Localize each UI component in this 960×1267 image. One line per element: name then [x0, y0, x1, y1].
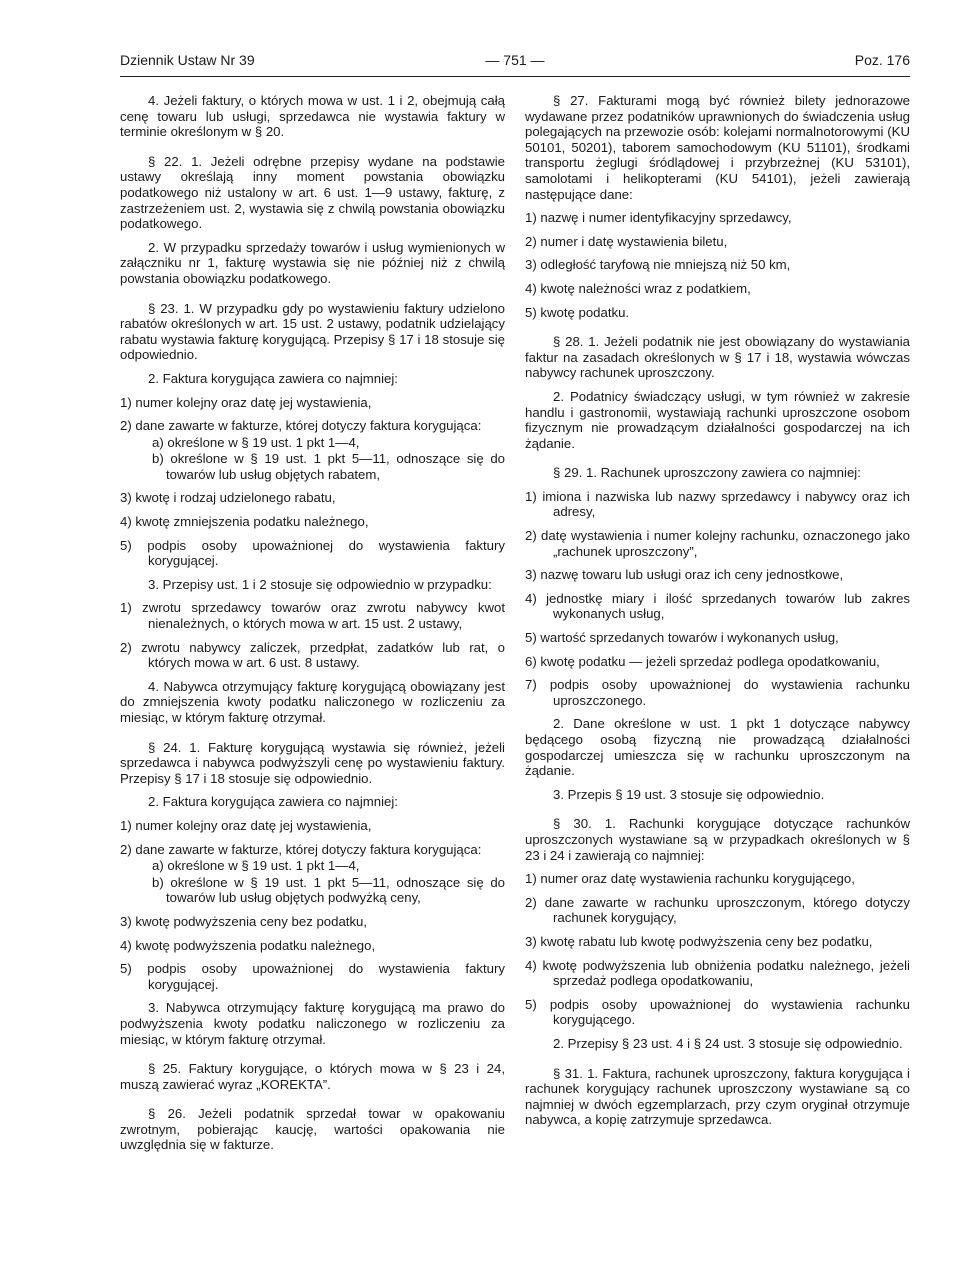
- list-item: 1) imiona i nazwiska lub nazwy sprzedawcy i nabywcy oraz ich adresy,: [525, 488, 910, 520]
- paragraph: 2. Faktura korygująca zawiera co najmniej:: [148, 794, 398, 810]
- paragraph: § 24. 1. Fakturę korygującą wystawia się również, jeżeli sprzedawca i nabywca podwyższyli cenę po wystawieniu faktury. Przepisy § 17 i 18 stosuje się odpowiednio.: [120, 739, 505, 786]
- list-item: 3) kwotę podwyższenia ceny bez podatku,: [120, 913, 368, 929]
- list-item: 6) kwotę podatku — jeżeli sprzedaż podlega opodatkowaniu,: [525, 653, 880, 669]
- right-column: [525, 93, 910, 1136]
- list-item: 1) numer kolejny oraz datę jej wystawienia,: [120, 817, 372, 833]
- list-item: 2) numer i datę wystawienia biletu,: [525, 233, 728, 249]
- list-item: 4) kwotę należności wraz z podatkiem,: [525, 280, 751, 296]
- list-item: 5) kwotę podatku.: [525, 304, 630, 320]
- list-item: 2) dane zawarte w rachunku uproszczonym, którego dotyczy rachunek korygujący,: [525, 894, 910, 926]
- list-item: 3) odległość taryfową nie mniejszą niż 50 km,: [525, 257, 791, 273]
- paragraph: § 29. 1. Rachunek uproszczony zawiera co najmniej:: [553, 465, 861, 481]
- paragraph: § 31. 1. Faktura, rachunek uproszczony, faktura korygująca i rachunek korygujący rachunek uproszczony wystawiane są co najmniej w dwóch egzemplarzach, przy czym oryginał otrzymuje nabywca, a kopię zatrzymuje sprzedawca.: [525, 1065, 910, 1128]
- paragraph: 2. Podatnicy świadczący usługi, w tym również w zakresie handlu i gastronomii, wystawiają rachunki uproszczone osobom fizycznym nie prowadzącym działalności gospodarczej na ich żądanie.: [525, 388, 910, 451]
- page-number: — 751 —: [485, 52, 545, 68]
- paragraph: § 25. Faktury korygujące, o których mowa w § 23 i 24, muszą zawierać wyraz „KOREKTA”.: [120, 1061, 505, 1092]
- paragraph: 3. Przepisy ust. 1 i 2 stosuje się odpowiednio w przypadku:: [148, 576, 492, 592]
- list-item: 3) kwotę rabatu lub kwotę podwyższenia ceny bez podatku,: [525, 933, 873, 949]
- list-item: 2) datę wystawienia i numer kolejny rachunku, oznaczonego jako „rachunek uproszczony”,: [525, 528, 910, 559]
- list-item: 2) dane zawarte w fakturze, której dotyczy faktura korygująca:: [120, 418, 482, 434]
- list-item: 7) podpis osoby upoważnionej do wystawienia rachunku uproszczonego.: [525, 677, 910, 708]
- list-item: 2) dane zawarte w fakturze, której dotyczy faktura korygująca:: [120, 841, 482, 857]
- list-item: 3) nazwę towaru lub usługi oraz ich ceny jednostkowe,: [525, 567, 844, 583]
- header-rule: [120, 76, 910, 77]
- list-item: 4) kwotę podwyższenia lub obniżenia podatku należnego, jeżeli sprzedaż podlega opodatkowaniu,: [525, 957, 910, 989]
- paragraph: § 22. 1. Jeżeli odrębne przepisy wydane na podstawie ustawy określają inny moment powstania obowiązku podatkowego niż ustalony w art. 6 ust. 1—9 ustawy, fakturę, z zastrzeżeniem ust. 2, wystawia się z chwilą powstania obowiązku podatkowego.: [120, 153, 505, 232]
- paragraph: 3. Nabywca otrzymujący fakturę korygującą ma prawo do podwyższenia kwoty podatku naliczonego w rozliczeniu za miesiąc, w którym fakturę otrzymał.: [120, 1000, 505, 1047]
- left-column: [120, 93, 505, 1161]
- list-item: 4) jednostkę miary i ilość sprzedanych towarów lub zakres wykonanych usług,: [525, 590, 910, 622]
- list-item: 5) podpis osoby upoważnionej do wystawienia faktury korygującej.: [120, 537, 505, 569]
- paragraph: 4. Jeżeli faktury, o których mowa w ust. 1 i 2, obejmują całą cenę towaru lub usługi, sprzedawca nie wystawia faktury w terminie określonym w § 20.: [120, 93, 505, 140]
- paragraph: 2. W przypadku sprzedaży towarów i usług wymienionych w załączniku nr 1, fakturę wystawia się nie później niż z chwilą powstania obowiązku podatkowego.: [120, 239, 505, 286]
- list-item: 1) numer oraz datę wystawienia rachunku korygującego,: [525, 871, 855, 887]
- list-item: 1) zwrotu sprzedawcy towarów oraz zwrotu nabywcy kwot nienależnych, o których mowa w art. 15 ust. 2 ustawy,: [120, 600, 505, 632]
- position-number: Poz. 176: [854, 52, 910, 68]
- paragraph: 2. Faktura korygująca zawiera co najmniej:: [148, 370, 398, 386]
- sub-list-item: a) określone w § 19 ust. 1 pkt 1—4,: [152, 858, 360, 874]
- paragraph: 3. Przepis § 19 ust. 3 stosuje się odpowiednio.: [553, 786, 825, 802]
- list-item: 5) podpis osoby upoważnionej do wystawienia faktury korygującej.: [120, 961, 505, 992]
- list-item: 4) kwotę zmniejszenia podatku należnego,: [120, 514, 369, 530]
- sub-list-item: a) określone w § 19 ust. 1 pkt 1—4,: [152, 434, 360, 450]
- list-item: 1) nazwę i numer identyfikacyjny sprzedawcy,: [525, 210, 792, 226]
- paragraph: § 28. 1. Jeżeli podatnik nie jest obowiązany do wystawiania faktur na zasadach określonych w § 17 i 18, wystawia wówczas nabywcy rachunek uproszczony.: [525, 334, 910, 381]
- list-item: 4) kwotę podwyższenia podatku należnego,: [120, 937, 376, 953]
- paragraph: § 30. 1. Rachunki korygujące dotyczące rachunków uproszczonych wystawiane są w przypadkach określonych w § 23 i 24 i zawierają co najmniej:: [525, 816, 910, 863]
- list-item: 5) podpis osoby upoważnionej do wystawienia rachunku korygującego.: [525, 996, 910, 1028]
- paragraph: § 26. Jeżeli podatnik sprzedał towar w opakowaniu zwrotnym, pobierając kaucję, wartości opakowania nie uwzględnia się w fakturze.: [120, 1106, 505, 1153]
- paragraph: 4. Nabywca otrzymujący fakturę korygującą obowiązany jest do zmniejszenia kwoty podatku naliczonego w rozliczeniu za miesiąc, w którym fakturę otrzymał.: [120, 678, 505, 725]
- sub-list-item: b) określone w § 19 ust. 1 pkt 5—11, odnoszące się do towarów lub usług objętych podwyżką ceny,: [152, 874, 505, 906]
- list-item: 5) wartość sprzedanych towarów i wykonanych usług,: [525, 630, 839, 646]
- paragraph: 2. Przepisy § 23 ust. 4 i § 24 ust. 3 stosuje się odpowiednio.: [553, 1035, 903, 1051]
- page-header: [120, 52, 910, 76]
- paragraph: § 23. 1. W przypadku gdy po wystawieniu faktury udzielono rabatów określonych w art. 15 ust. 2 ustawy, podatnik udzielający rabatu wystawia fakturę korygującą. Przepisy § 17 i 18 stosuje się odpowiednio.: [120, 300, 505, 363]
- list-item: 2) zwrotu nabywcy zaliczek, przedpłat, zadatków lub rat, o których mowa w art. 6 ust. 8 ustawy.: [120, 639, 505, 671]
- list-item: 1) numer kolejny oraz datę jej wystawienia,: [120, 394, 372, 410]
- sub-list-item: b) określone w § 19 ust. 1 pkt 5—11, odnoszące się do towarów lub usług objętych rabatem,: [152, 451, 505, 482]
- journal-title: Dziennik Ustaw Nr 39: [120, 52, 255, 68]
- paragraph: § 27. Fakturami mogą być również bilety jednorazowe wydawane przez podatników uprawnionych do świadczenia usług polegających na przewozie osób: kolejami normalnotorowymi (KU 50101, 50201), taborem samochodowym (KU 51101), środkami transportu żeglugi śródlądowej i przybrzeżnej (KU 53101), samolotami i helikopterami (KU 54101), jeżeli zawierają następujące dane:: [525, 93, 910, 202]
- paragraph: 2. Dane określone w ust. 1 pkt 1 dotyczące nabywcy będącego osobą fizyczną nie prowadzącą działalności gospodarczej umieszcza się w rachunku uproszczonym na żądanie.: [525, 716, 910, 779]
- list-item: 3) kwotę i rodzaj udzielonego rabatu,: [120, 490, 336, 506]
